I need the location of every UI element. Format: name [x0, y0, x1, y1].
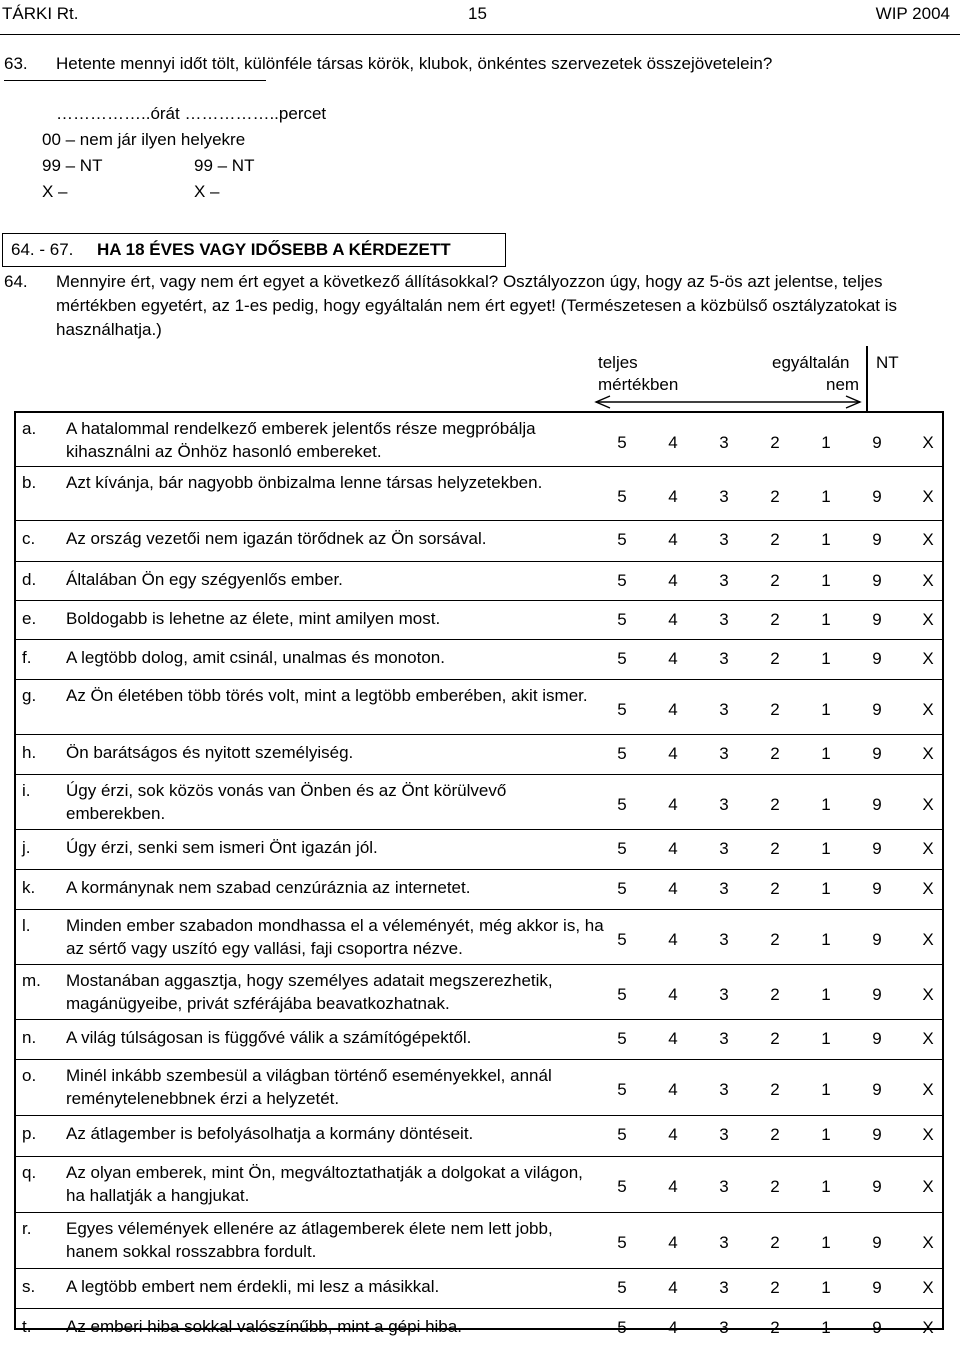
rating-option[interactable]: 5: [617, 1318, 627, 1337]
table-row: [16, 965, 942, 1020]
rating-option[interactable]: 2: [770, 1125, 780, 1144]
rating-option[interactable]: X: [922, 1029, 934, 1048]
rating-option[interactable]: 4: [668, 1177, 678, 1196]
rating-option[interactable]: 4: [668, 1278, 678, 1297]
item-letter: n.: [22, 1028, 37, 1047]
nt-column-divider: [866, 346, 868, 412]
rating-option[interactable]: 4: [668, 795, 678, 814]
item-letter: b.: [22, 473, 37, 492]
rating-scale: [610, 571, 940, 591]
rating-option[interactable]: 4: [668, 571, 678, 590]
rating-option[interactable]: 5: [617, 530, 627, 549]
rating-option[interactable]: 9: [872, 433, 882, 452]
rating-option[interactable]: 5: [617, 839, 627, 858]
page-number: 15: [468, 4, 487, 23]
rating-option[interactable]: 2: [770, 487, 780, 506]
rating-option[interactable]: 3: [719, 487, 729, 506]
table-row: [16, 830, 942, 870]
rating-option[interactable]: 5: [617, 487, 627, 506]
rating-option[interactable]: X: [922, 1233, 934, 1252]
rating-option[interactable]: 2: [770, 1177, 780, 1196]
q63-answer-time: ……………..órát ……………..percet: [56, 104, 327, 123]
rating-option[interactable]: 3: [719, 744, 729, 763]
rating-option[interactable]: 9: [872, 1177, 882, 1196]
scale-left-label-1: teljes: [598, 353, 638, 372]
rating-option[interactable]: 9: [872, 1233, 882, 1252]
rating-option[interactable]: 9: [872, 610, 882, 629]
rating-option[interactable]: 2: [770, 1278, 780, 1297]
rating-scale: [610, 1278, 940, 1298]
q63-number: 63.: [4, 54, 28, 73]
rating-scale: [610, 744, 940, 764]
rating-option[interactable]: 1: [821, 1233, 831, 1252]
q64-question: Mennyire ért, vagy nem ért egyet a következő állításokkal? Osztályozzon úgy, hogy az 5-ös azt jelentse, teljes mértékben egyetért, az 1-es pedig, hogy egyáltalán nem ért egyet! (Természetesen a közbülső osztályzatokat is használhatja.): [56, 272, 898, 339]
item-letter: j.: [22, 838, 31, 857]
rating-option[interactable]: 3: [719, 571, 729, 590]
item-statement: Az átlagember is befolyásolhatja a kormány döntéseit.: [66, 1124, 474, 1143]
q63-answer-99: 99 – NT: [42, 156, 103, 175]
items-table: [14, 411, 944, 1337]
rating-option[interactable]: 1: [821, 700, 831, 719]
rating-option[interactable]: 1: [821, 1177, 831, 1196]
table-row: [16, 467, 942, 521]
rating-option[interactable]: 1: [821, 649, 831, 668]
rating-option[interactable]: 5: [617, 700, 627, 719]
item-statement: Az Ön életében több törés volt, mint a legtöbb emberében, akit ismer.: [66, 686, 588, 705]
table-row: [16, 1213, 942, 1269]
rating-option[interactable]: 4: [668, 530, 678, 549]
rating-option[interactable]: 4: [668, 487, 678, 506]
rating-option[interactable]: 2: [770, 649, 780, 668]
rating-scale: [610, 1233, 940, 1253]
item-letter: l.: [22, 916, 31, 935]
rating-option[interactable]: 2: [770, 1029, 780, 1048]
rating-scale: [610, 1080, 940, 1100]
rating-option[interactable]: 3: [719, 930, 729, 949]
rating-option[interactable]: 2: [770, 700, 780, 719]
rating-option[interactable]: 1: [821, 487, 831, 506]
table-row: [16, 735, 942, 775]
rating-option[interactable]: 4: [668, 1125, 678, 1144]
rating-option[interactable]: 5: [617, 930, 627, 949]
q63-answer-99-right: 99 – NT: [194, 156, 255, 175]
rating-option[interactable]: 1: [821, 1278, 831, 1297]
item-statement: A legtöbb dolog, amit csinál, unalmas és monoton.: [66, 648, 445, 667]
scale-left-label-2: mértékben: [598, 375, 679, 394]
item-letter: h.: [22, 743, 37, 762]
rating-option[interactable]: X: [922, 530, 934, 549]
item-statement: Úgy érzi, senki sem ismeri Önt igazán jól.: [66, 838, 378, 857]
rating-option[interactable]: 5: [617, 985, 627, 1004]
q64-number: 64.: [4, 272, 28, 291]
rating-option[interactable]: 2: [770, 433, 780, 452]
item-statement: Az olyan emberek, mint Ön, megváltoztathatják a dolgokat a világon, ha hallatják a hangjukat.: [66, 1163, 583, 1205]
item-statement: Az emberi hiba sokkal valószínűbb, mint a gépi hiba.: [66, 1317, 462, 1336]
item-statement: Azt kívánja, bár nagyobb önbizalma lenne társas helyzetekben.: [66, 473, 543, 492]
rating-option[interactable]: 5: [617, 1233, 627, 1252]
rating-option[interactable]: 1: [821, 839, 831, 858]
rating-option[interactable]: 4: [668, 1029, 678, 1048]
rating-option[interactable]: 1: [821, 930, 831, 949]
item-letter: c.: [22, 529, 36, 548]
rating-scale: [610, 1177, 940, 1197]
item-statement: Az ország vezetői nem igazán törődnek az Ön sorsával.: [66, 529, 487, 548]
q63-answer-00: 00 – nem jár ilyen helyekre: [42, 130, 246, 149]
rating-option[interactable]: X: [922, 744, 934, 763]
q63-answer-x-right: X –: [194, 182, 220, 201]
rating-scale: [610, 530, 940, 550]
table-row: [16, 1020, 942, 1060]
table-row: [16, 1157, 942, 1213]
item-statement: Ön barátságos és nyitott személyiség.: [66, 743, 354, 762]
table-row: [16, 870, 942, 910]
table-row: [16, 1060, 942, 1116]
item-letter: k.: [22, 878, 36, 897]
rating-option[interactable]: X: [922, 487, 934, 506]
filter-box: [2, 233, 506, 267]
rating-option[interactable]: 2: [770, 930, 780, 949]
rating-scale: [610, 649, 940, 669]
rating-option[interactable]: 9: [872, 985, 882, 1004]
rating-option[interactable]: 4: [668, 985, 678, 1004]
item-statement: Mostanában aggasztja, hogy személyes adatait megszerezhetik, magánügyeibe, privát szférájába beavatkozhatnak.: [66, 971, 553, 1013]
header-org: TÁRKI Rt.: [2, 4, 79, 23]
rating-scale: [610, 1318, 940, 1338]
rating-option[interactable]: 9: [872, 700, 882, 719]
rating-option[interactable]: 3: [719, 1080, 729, 1099]
rating-option[interactable]: 5: [617, 1080, 627, 1099]
rating-option[interactable]: X: [922, 1177, 934, 1196]
item-statement: A hatalommal rendelkező emberek jelentős része megpróbálja kihasználni az Önhöz hasonló embereket.: [66, 419, 536, 461]
q63-underline: [4, 80, 266, 81]
rating-option[interactable]: 4: [668, 930, 678, 949]
scale-nt-label: NT: [876, 353, 899, 372]
rating-option[interactable]: 5: [617, 1029, 627, 1048]
rating-scale: [610, 879, 940, 899]
rating-option[interactable]: 9: [872, 1029, 882, 1048]
rating-option[interactable]: 3: [719, 1029, 729, 1048]
rating-option[interactable]: 4: [668, 433, 678, 452]
table-row: [16, 562, 942, 601]
item-letter: m.: [22, 971, 41, 990]
header-rule: [0, 34, 960, 35]
table-row: [16, 521, 942, 562]
table-row: [16, 640, 942, 680]
rating-option[interactable]: X: [922, 1125, 934, 1144]
item-letter: d.: [22, 570, 37, 589]
item-letter: t.: [22, 1317, 32, 1336]
rating-option[interactable]: X: [922, 610, 934, 629]
rating-scale: [610, 930, 940, 950]
rating-option[interactable]: 5: [617, 744, 627, 763]
rating-option[interactable]: 2: [770, 795, 780, 814]
rating-option[interactable]: 2: [770, 1233, 780, 1252]
rating-option[interactable]: 1: [821, 1080, 831, 1099]
rating-option[interactable]: 3: [719, 610, 729, 629]
rating-option[interactable]: 2: [770, 985, 780, 1004]
rating-option[interactable]: X: [922, 985, 934, 1004]
rating-option[interactable]: 5: [617, 1177, 627, 1196]
rating-option[interactable]: 3: [719, 1278, 729, 1297]
rating-option[interactable]: 5: [617, 433, 627, 452]
filter-text: HA 18 ÉVES VAGY IDŐSEBB A KÉRDEZETT: [97, 240, 451, 259]
rating-option[interactable]: 1: [821, 1029, 831, 1048]
rating-option[interactable]: 3: [719, 1177, 729, 1196]
rating-option[interactable]: 1: [821, 879, 831, 898]
q63-answer-x: X –: [42, 182, 68, 201]
scale-right-label-2: nem: [826, 375, 860, 394]
rating-scale: [610, 1125, 940, 1145]
rating-option[interactable]: 1: [821, 744, 831, 763]
table-row: [16, 1116, 942, 1157]
rating-option[interactable]: 4: [668, 1080, 678, 1099]
rating-option[interactable]: 5: [617, 879, 627, 898]
rating-option[interactable]: 9: [872, 879, 882, 898]
item-letter: r.: [22, 1219, 32, 1238]
rating-option[interactable]: X: [922, 1278, 934, 1297]
rating-option[interactable]: 1: [821, 433, 831, 452]
rating-option[interactable]: 3: [719, 795, 729, 814]
rating-option[interactable]: 2: [770, 610, 780, 629]
rating-option[interactable]: X: [922, 1318, 934, 1337]
rating-option[interactable]: 9: [872, 1278, 882, 1297]
rating-option[interactable]: 1: [821, 1318, 831, 1337]
scale-arrow-icon: [592, 394, 864, 410]
rating-scale: [610, 985, 940, 1005]
rating-option[interactable]: 3: [719, 1318, 729, 1337]
rating-option[interactable]: X: [922, 649, 934, 668]
rating-option[interactable]: 1: [821, 610, 831, 629]
rating-option[interactable]: 5: [617, 571, 627, 590]
scale-right-label-1: egyáltalán: [772, 353, 850, 372]
item-letter: g.: [22, 686, 37, 705]
item-letter: a.: [22, 419, 37, 438]
rating-option[interactable]: 1: [821, 985, 831, 1004]
rating-option[interactable]: 5: [617, 610, 627, 629]
rating-option[interactable]: 4: [668, 700, 678, 719]
rating-option[interactable]: 4: [668, 610, 678, 629]
rating-option[interactable]: 3: [719, 530, 729, 549]
q63-question: Hetente mennyi időt tölt, különféle társas körök, klubok, önkéntes szervezetek összejövetelein?: [56, 54, 773, 73]
filter-label: 64. - 67.: [11, 240, 74, 259]
rating-option[interactable]: 5: [617, 1125, 627, 1144]
rating-option[interactable]: 3: [719, 433, 729, 452]
rating-scale: [610, 1029, 940, 1049]
rating-option[interactable]: X: [922, 571, 934, 590]
item-letter: p.: [22, 1124, 37, 1143]
rating-option[interactable]: 5: [617, 795, 627, 814]
item-letter: e.: [22, 609, 37, 628]
rating-option[interactable]: 5: [617, 1278, 627, 1297]
rating-option[interactable]: 2: [770, 744, 780, 763]
rating-option[interactable]: 4: [668, 649, 678, 668]
rating-scale: [610, 839, 940, 859]
rating-option[interactable]: 4: [668, 879, 678, 898]
table-row: [16, 601, 942, 640]
item-letter: i.: [22, 781, 31, 800]
rating-option[interactable]: X: [922, 795, 934, 814]
rating-option[interactable]: 2: [770, 839, 780, 858]
rating-option[interactable]: 2: [770, 571, 780, 590]
rating-option[interactable]: 9: [872, 795, 882, 814]
item-statement: Minden ember szabadon mondhassa el a véleményét, még akkor is, ha az sértő vagy uszító egy vallási, faji csoportra nézve.: [66, 916, 604, 958]
item-letter: s.: [22, 1277, 36, 1296]
rating-scale: [610, 487, 940, 507]
rating-option[interactable]: X: [922, 839, 934, 858]
rating-scale: [610, 700, 940, 720]
rating-option[interactable]: X: [922, 879, 934, 898]
item-statement: Boldogabb is lehetne az élete, mint amilyen most.: [66, 609, 441, 628]
table-row: [16, 1269, 942, 1309]
rating-option[interactable]: 3: [719, 1233, 729, 1252]
rating-option[interactable]: 3: [719, 1125, 729, 1144]
rating-option[interactable]: 9: [872, 649, 882, 668]
rating-option[interactable]: 2: [770, 1318, 780, 1337]
rating-scale: [610, 610, 940, 630]
table-row: [16, 413, 942, 467]
rating-option[interactable]: 3: [719, 839, 729, 858]
rating-option[interactable]: 9: [872, 839, 882, 858]
rating-option[interactable]: 3: [719, 985, 729, 1004]
rating-scale: [610, 433, 940, 453]
rating-option[interactable]: 3: [719, 649, 729, 668]
rating-option[interactable]: 5: [617, 649, 627, 668]
rating-option[interactable]: 9: [872, 530, 882, 549]
rating-option[interactable]: 4: [668, 1318, 678, 1337]
rating-option[interactable]: 4: [668, 839, 678, 858]
item-statement: A világ túlságosan is függővé válik a számítógépektől.: [66, 1028, 472, 1047]
item-letter: f.: [22, 648, 32, 667]
table-row: [16, 680, 942, 735]
header-version: WIP 2004: [875, 4, 950, 23]
table-row: [16, 1309, 942, 1351]
rating-option[interactable]: 3: [719, 700, 729, 719]
rating-option[interactable]: 4: [668, 1233, 678, 1252]
item-statement: Minél inkább szembesül a világban történő eseményekkel, annál reménytelenebbnek érzi a helyzetét.: [66, 1066, 552, 1108]
rating-option[interactable]: 2: [770, 879, 780, 898]
item-statement: Egyes vélemények ellenére az átlagemberek élete nem lett jobb, hanem sokkal rosszabbra fordult.: [66, 1219, 553, 1261]
rating-option[interactable]: X: [922, 700, 934, 719]
rating-option[interactable]: 9: [872, 744, 882, 763]
rating-option[interactable]: 2: [770, 1080, 780, 1099]
item-statement: A kormánynak nem szabad cenzúráznia az internetet.: [66, 878, 471, 897]
rating-option[interactable]: 9: [872, 1080, 882, 1099]
rating-option[interactable]: 1: [821, 1125, 831, 1144]
rating-option[interactable]: 9: [872, 1318, 882, 1337]
rating-option[interactable]: X: [922, 1080, 934, 1099]
rating-option[interactable]: 9: [872, 1125, 882, 1144]
item-statement: Úgy érzi, sok közös vonás van Önben és az Önt körülvevő emberekben.: [66, 781, 507, 823]
rating-option[interactable]: 9: [872, 930, 882, 949]
item-letter: q.: [22, 1163, 37, 1182]
rating-scale: [610, 795, 940, 815]
item-statement: Általában Ön egy szégyenlős ember.: [66, 570, 343, 589]
rating-option[interactable]: 1: [821, 530, 831, 549]
rating-option[interactable]: 9: [872, 571, 882, 590]
rating-option[interactable]: 3: [719, 879, 729, 898]
item-letter: o.: [22, 1066, 37, 1085]
item-statement: A legtöbb embert nem érdekli, mi lesz a másikkal.: [66, 1277, 440, 1296]
rating-option[interactable]: X: [922, 433, 934, 452]
rating-option[interactable]: 1: [821, 571, 831, 590]
rating-option[interactable]: 1: [821, 795, 831, 814]
rating-option[interactable]: 9: [872, 487, 882, 506]
rating-option[interactable]: 4: [668, 744, 678, 763]
table-row: [16, 910, 942, 965]
table-row: [16, 775, 942, 830]
rating-option[interactable]: 2: [770, 530, 780, 549]
rating-option[interactable]: X: [922, 930, 934, 949]
